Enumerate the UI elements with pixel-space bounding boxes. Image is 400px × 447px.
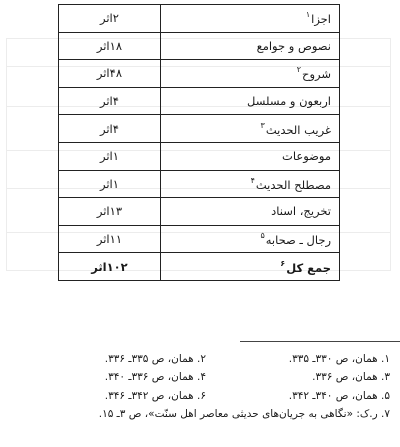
row-label: مصطلح الحدیث bbox=[255, 177, 331, 192]
table-row bbox=[59, 142, 340, 170]
footnote-ref: ۴ bbox=[250, 175, 255, 185]
works-table bbox=[58, 4, 340, 281]
row-label-cell bbox=[160, 32, 339, 60]
table-row bbox=[59, 87, 340, 115]
row-label: اجزا bbox=[311, 12, 331, 27]
table-row bbox=[59, 170, 340, 198]
row-label: غریب الحدیث bbox=[265, 122, 331, 137]
row-label-cell bbox=[160, 142, 339, 170]
row-count: ۴اثر bbox=[59, 87, 161, 115]
total-label: جمع کل bbox=[286, 260, 331, 275]
row-count: ۴۸اثر bbox=[59, 60, 161, 88]
footnote-6: ۶. همان، ص ۳۴۲ـ ۳۴۶. bbox=[104, 389, 206, 402]
row-label: اربعون و مسلسل bbox=[247, 94, 331, 109]
row-count: ۱۸اثر bbox=[59, 32, 161, 60]
footnote-2: ۲. همان، ص ۳۳۵ـ ۳۳۶. bbox=[104, 353, 206, 365]
row-label: تخریج، اسناد bbox=[271, 204, 331, 219]
row-count: ۲اثر bbox=[59, 5, 161, 33]
table-row bbox=[59, 60, 340, 88]
footnote-7: ۷. ر.ک: «نگاهی به جریان‌های حدیثی معاصر اهل سنّت»، ص ۳ـ ۱۵. bbox=[98, 407, 390, 420]
footnote-line bbox=[22, 350, 390, 368]
footnote-line bbox=[22, 368, 390, 386]
row-label-cell bbox=[160, 225, 339, 253]
row-count: ۱اثر bbox=[59, 142, 161, 170]
total-label-cell bbox=[160, 253, 339, 281]
footnote-ref: ۱ bbox=[305, 10, 311, 20]
table-row bbox=[59, 198, 340, 226]
row-label-cell bbox=[160, 87, 339, 115]
row-label: شروح bbox=[302, 67, 331, 82]
footnote-5: ۵. همان، ص ۳۴۰ـ ۳۴۲. bbox=[288, 389, 390, 402]
footnote-ref: ۲ bbox=[296, 65, 302, 75]
footnote-ref: ۵ bbox=[260, 231, 265, 241]
row-label-cell bbox=[160, 170, 339, 198]
footnote-line bbox=[22, 387, 390, 405]
table-row bbox=[59, 225, 340, 253]
table-row bbox=[59, 115, 340, 143]
row-label: رجال ـ صحابه bbox=[265, 233, 331, 248]
bleed-through-line bbox=[6, 38, 7, 270]
table-row bbox=[59, 5, 340, 33]
total-row bbox=[59, 253, 340, 281]
footnote-separator bbox=[240, 341, 400, 342]
row-label-cell bbox=[160, 5, 339, 33]
footnote-1: ۱. همان، ص ۳۳۰ـ ۳۳۵. bbox=[288, 353, 390, 365]
footnotes bbox=[22, 350, 390, 423]
row-label: نصوص و جوامع bbox=[256, 38, 331, 53]
footnote-4: ۴. همان، ص ۳۳۶ـ ۳۴۰. bbox=[104, 371, 206, 384]
row-count: ۱۳اثر bbox=[59, 198, 161, 226]
works-table-grid bbox=[58, 4, 340, 281]
footnote-ref: ۳ bbox=[260, 120, 265, 130]
bleed-through-line bbox=[390, 38, 391, 270]
row-label-cell bbox=[160, 115, 339, 143]
row-count: ۴اثر bbox=[59, 115, 161, 143]
row-count: ۱اثر bbox=[59, 170, 161, 198]
table-row bbox=[59, 32, 340, 60]
row-label-cell bbox=[160, 198, 339, 226]
row-count: ۱۱اثر bbox=[59, 225, 161, 253]
row-label-cell bbox=[160, 60, 339, 88]
footnote-3: ۳. همان، ص ۳۳۶. bbox=[312, 371, 390, 384]
row-label: موضوعات bbox=[282, 149, 331, 164]
total-count: ۱۰۲اثر bbox=[59, 253, 161, 281]
footnote-ref: ۶ bbox=[280, 258, 286, 268]
